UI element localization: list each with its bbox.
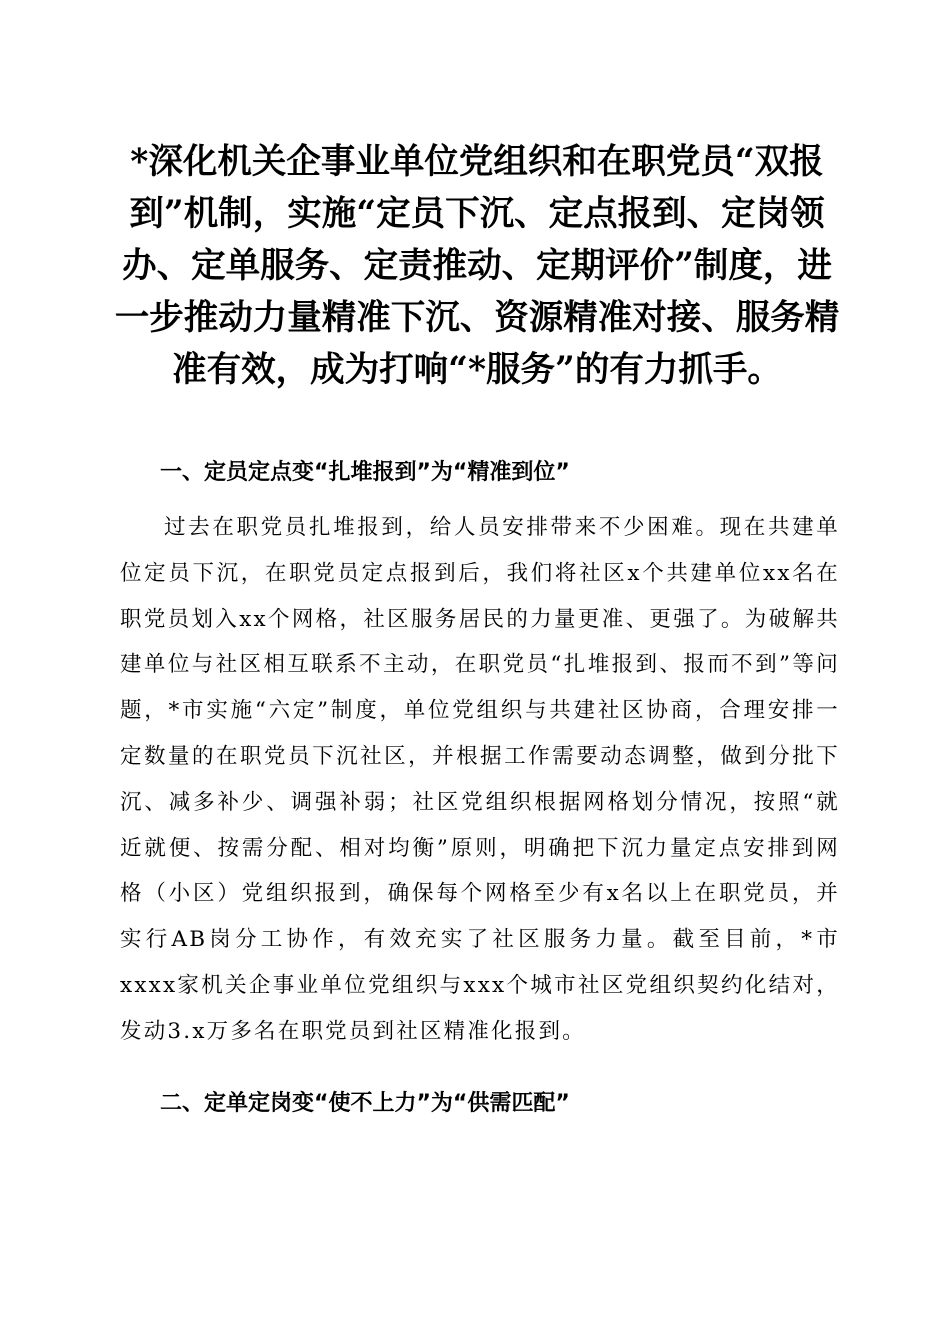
section-1-heading: 一、定员定点变“扎堆报到”为“精准到位” — [160, 460, 570, 485]
section-1-body: 过去在职党员扎堆报到，给人员安排带来不少困难。现在共建单位定员下沉，在职党员定点报到后，我们将社区x个共建单位xx名在职党员划入xx个网格，社区服务居民的力量更准、更强了。为破解共建单位与社区相互联系不主动，在职党员“扎堆报到、报而不到”等问题，*市实施“六定”制度，单位党组织与共建社区协商，合理安排一定数量的在职党员下沉社区，并根据工作需要动态调整，做到分批下沉、减多补少、调强补弱；社区党组织根据网格划分情况，按照“就近就便、按需分配、相对均衡”原则，明确把下沉力量定点安排到网格（小区）党组织报到，确保每个网格至少有x名以上在职党员，并实行AB岗分工协作，有效充实了社区服务力量。截至目前，*市xxxx家机关企事业单位党组织与xxx个城市社区党组织契约化结对，发动3.x万多名在职党员到社区精准化报到。 — [120, 515, 840, 1044]
document-title: *深化机关企事业单位党组织和在职党员“双报到”机制，实施“定员下沉、定点报到、定岗领办、定单服务、定责推动、定期评价”制度，进一步推动力量精准下沉、资源精准对接、服务精准有效，成为打响“*服务”的有力抓手。 — [114, 142, 840, 390]
section-2-heading: 二、定单定岗变“使不上力”为“供需匹配” — [160, 1091, 570, 1116]
